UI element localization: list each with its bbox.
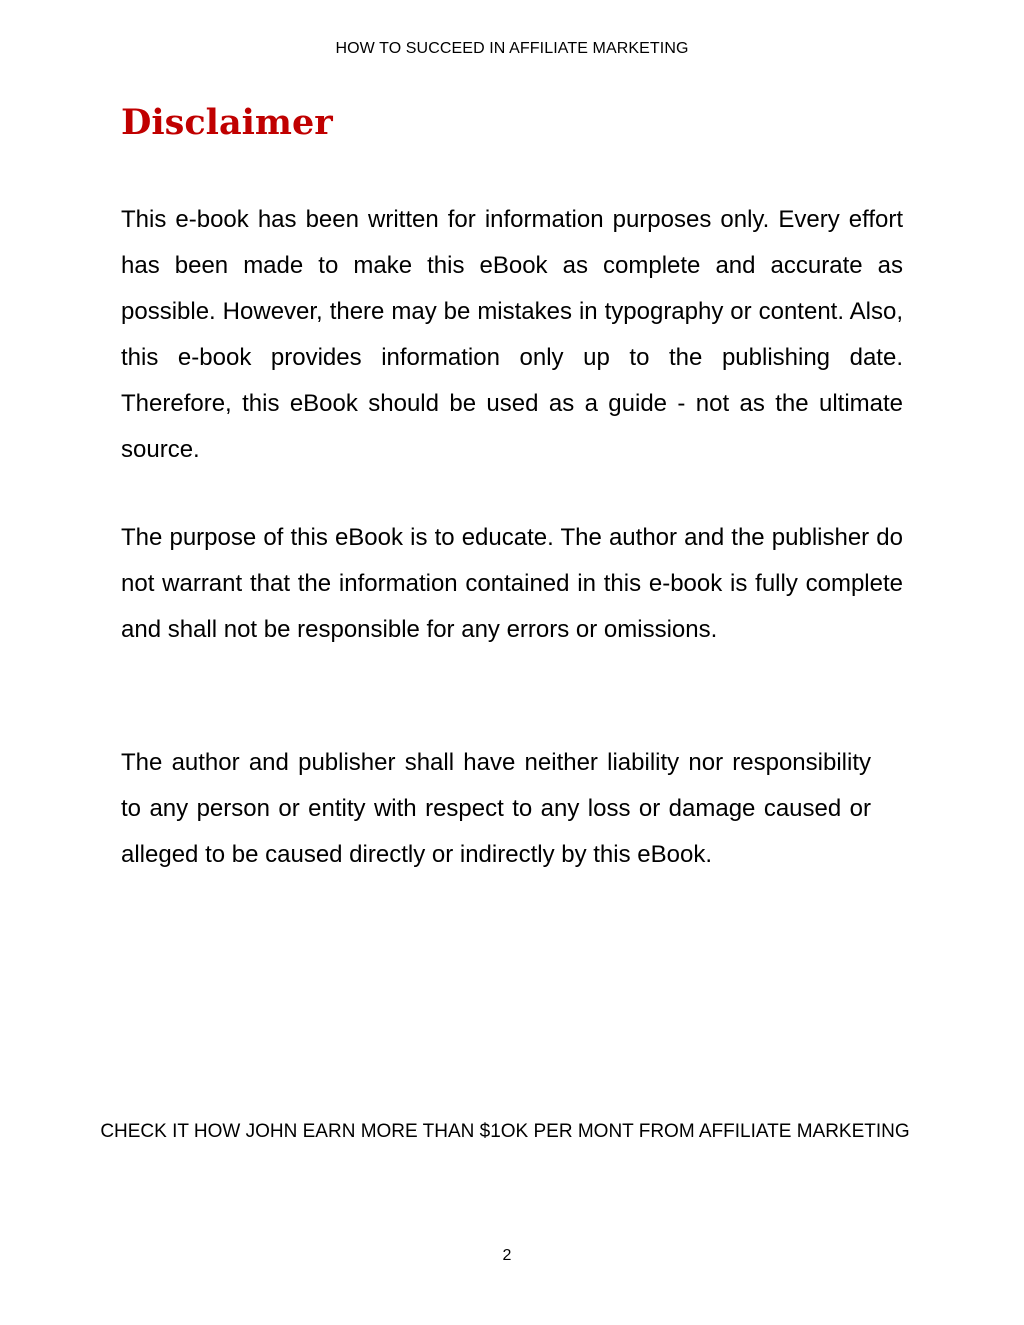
page-title: Disclaimer xyxy=(121,102,333,143)
disclaimer-paragraph-3: The author and publisher shall have neither liability nor responsibility to any person or entity with respect to any loss or damage caused or alleged to be caused directly or indirectly by this eBook. xyxy=(121,749,871,868)
disclaimer-paragraph-1: This e-book has been written for information purposes only. Every effort has been made to make this eBook as complete and accurate as possible. However, there may be mistakes in typography or content. Also, this e-book provides information only up to the publishing date. Therefore, this eBook should be used as a guide - not as the ultimate source. xyxy=(121,206,903,463)
running-header: HOW TO SUCCEED IN AFFILIATE MARKETING xyxy=(335,40,689,57)
disclaimer-paragraph-2: The purpose of this eBook is to educate. The author and the publisher do not warrant that the information contained in this e-book is fully complete and shall not be responsible for any errors or omissions. xyxy=(121,524,903,643)
page-number: 2 xyxy=(502,1247,512,1264)
promo-link[interactable]: CHECK IT HOW JOHN EARN MORE THAN $1OK PER MONT FROM AFFILIATE MARKETING xyxy=(100,1121,910,1142)
